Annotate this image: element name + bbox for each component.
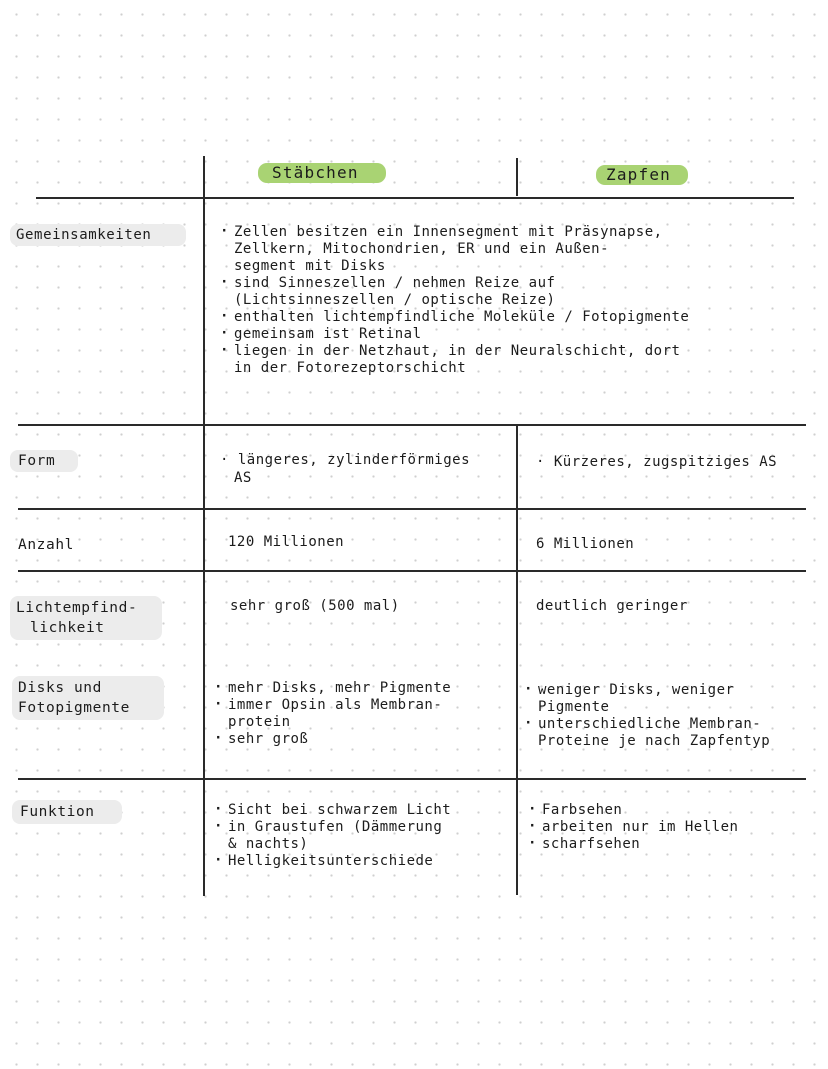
list-item: (Lichtsinneszellen / optische Reize) (234, 292, 556, 308)
row-label-licht-line1: Lichtempfind- (16, 600, 138, 616)
licht-zapfen: deutlich geringer (536, 598, 688, 614)
row-label-disks-line1: Disks und (18, 680, 102, 696)
vertical-divider-columns (516, 425, 518, 895)
gemeinsamkeiten-list (220, 224, 689, 377)
row-label-disks-line2: Fotopigmente (18, 700, 130, 716)
funktion-staebchen-list (214, 802, 451, 870)
row-label-funktion: Funktion (20, 804, 95, 820)
horizontal-rule-2 (18, 508, 806, 510)
list-item: · Helligkeitsunterschiede (214, 853, 451, 870)
list-item: · unterschiedliche Membran- (524, 716, 770, 733)
list-item: protein (228, 714, 291, 730)
header-staebchen: Stäbchen (272, 163, 359, 182)
anzahl-staebchen: 120 Millionen (228, 534, 345, 550)
disks-zapfen-list (524, 682, 770, 750)
list-item: · weniger Disks, weniger (524, 682, 770, 699)
list-item: · enthalten lichtempfindliche Moleküle / Fotopigmente (220, 309, 689, 326)
list-item: Proteine je nach Zapfentyp (538, 733, 771, 749)
licht-staebchen: sehr groß (500 mal) (230, 598, 400, 614)
list-item: & nachts) (228, 836, 309, 852)
form-zapfen: · Kürzeres, zugspitziges AS (536, 454, 778, 470)
list-item: · sind Sinneszellen / nehmen Reize auf (220, 275, 689, 292)
list-item: Zellkern, Mitochondrien, ER und ein Außen- (234, 241, 610, 257)
vertical-divider-main (203, 156, 205, 896)
list-item: · Farbsehen (528, 802, 738, 819)
list-item: · sehr groß (214, 731, 451, 748)
horizontal-rule-1 (18, 424, 806, 426)
list-item: · mehr Disks, mehr Pigmente (214, 680, 451, 697)
list-item: · liegen in der Netzhaut, in der Neuralschicht, dort (220, 343, 689, 360)
list-item: in der Fotorezeptorschicht (234, 360, 467, 376)
list-item: · gemeinsam ist Retinal (220, 326, 689, 343)
list-item: · Sicht bei schwarzem Licht (214, 802, 451, 819)
list-item: · arbeiten nur im Hellen (528, 819, 738, 836)
horizontal-rule-3 (18, 570, 806, 572)
list-item: Pigmente (538, 699, 610, 715)
form-staebchen-line2: AS (234, 470, 252, 486)
disks-staebchen-list (214, 680, 451, 748)
funktion-zapfen-list (528, 802, 738, 853)
row-label-anzahl: Anzahl (18, 537, 74, 553)
row-label-gemeinsamkeiten: Gemeinsamkeiten (16, 227, 152, 243)
header-zapfen: Zapfen (606, 165, 671, 184)
row-label-form: Form (18, 453, 56, 469)
list-item: · Zellen besitzen ein Innensegment mit Präsynapse, (220, 224, 689, 241)
list-item: · immer Opsin als Membran- (214, 697, 451, 714)
horizontal-rule-header (36, 197, 794, 199)
list-item: segment mit Disks (234, 258, 386, 274)
row-label-licht-line2: lichkeit (30, 620, 105, 636)
anzahl-zapfen: 6 Millionen (536, 536, 635, 552)
list-item: · scharfsehen (528, 836, 738, 853)
vertical-divider-header (516, 158, 518, 196)
list-item: · in Graustufen (Dämmerung (214, 819, 451, 836)
form-staebchen-line1: · längeres, zylinderförmiges (220, 452, 471, 468)
horizontal-rule-4 (18, 778, 806, 780)
